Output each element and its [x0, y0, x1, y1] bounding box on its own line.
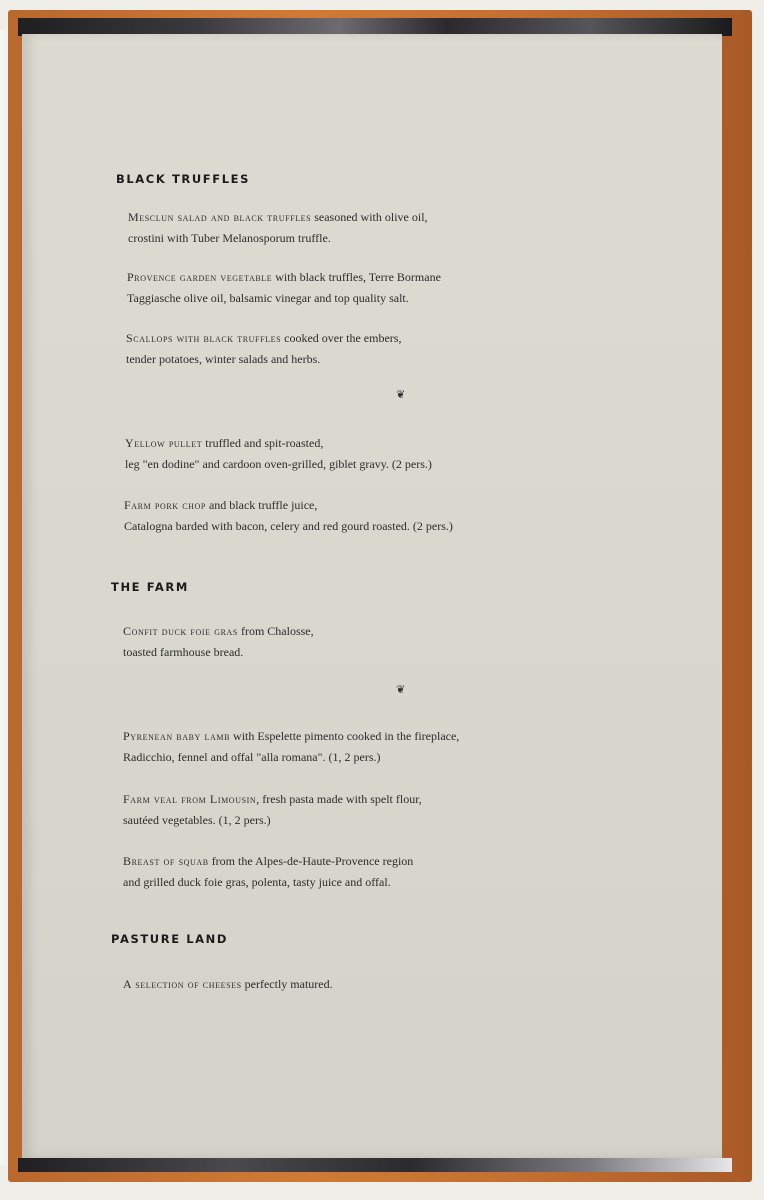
dish-desc-line1: cooked over the embers,	[281, 331, 402, 345]
dish-desc-line2: leg "en dodine" and cardoon oven-grilled, giblet gravy. (2 pers.)	[125, 457, 432, 471]
dish-desc-line1: and black truffle juice,	[205, 498, 318, 512]
dish-name: Breast of squab	[123, 854, 209, 868]
section-title-black-truffles: BLACK TRUFFLES	[116, 172, 250, 186]
dish-name: Scallops with black truffles	[126, 331, 282, 345]
menu-item-farm-pork-chop	[124, 495, 453, 537]
dish-desc-line2: Catalogna barded with bacon, celery and red gourd roasted. (2 pers.)	[124, 519, 453, 533]
bottom-photo-strip	[18, 1158, 732, 1172]
ornament-divider: ❦	[396, 684, 406, 696]
dish-desc-line2: crostini with Tuber Melanosporum truffle.	[128, 231, 331, 245]
dish-name: Yellow pullet	[125, 436, 203, 450]
dish-desc-line1: with Espelette pimento cooked in the fireplace,	[230, 729, 460, 743]
menu-item-provence-vegetable	[127, 267, 441, 309]
dish-desc-line1: perfectly matured.	[241, 977, 333, 991]
dish-name: Farm veal from Limousin	[123, 792, 257, 806]
ornament-divider: ❦	[396, 389, 406, 401]
dish-desc-line2: toasted farmhouse bread.	[123, 645, 244, 659]
dish-desc-line2: Taggiasche olive oil, balsamic vinegar and top quality salt.	[127, 291, 409, 305]
dish-name: Mesclun salad and black truffles	[128, 210, 312, 224]
section-title-pasture-land: PASTURE LAND	[111, 932, 229, 946]
menu-item-mesclun-salad	[128, 207, 428, 249]
dish-desc-line1: with black truffles, Terre Bormane	[272, 270, 441, 284]
dish-desc-line1: from the Alpes-de-Haute-Provence region	[208, 854, 414, 868]
menu-item-cheeses	[123, 974, 333, 995]
menu-item-yellow-pullet	[125, 433, 432, 475]
menu-item-pyrenean-lamb	[123, 726, 459, 768]
dish-name: Pyrenean baby lamb	[123, 729, 231, 743]
dish-desc-line1: , fresh pasta made with spelt flour,	[256, 792, 422, 806]
menu-item-scallops	[126, 328, 401, 370]
dish-name: Provence garden vegetable	[127, 270, 273, 284]
menu-item-confit-foie-gras	[123, 621, 314, 663]
dish-desc-line1: seasoned with olive oil,	[311, 210, 428, 224]
menu-item-breast-of-squab	[123, 851, 413, 893]
section-title-the-farm: THE FARM	[111, 580, 189, 594]
dish-name: Confit duck foie gras	[123, 624, 238, 638]
dish-desc-line2: and grilled duck foie gras, polenta, tasty juice and offal.	[123, 875, 391, 889]
menu-item-farm-veal	[123, 789, 422, 831]
dish-desc-line1: truffled and spit-roasted,	[202, 436, 324, 450]
dish-desc-line2: sautéed vegetables. (1, 2 pers.)	[123, 813, 271, 827]
dish-name: Farm pork chop	[124, 498, 206, 512]
dish-desc-line1: from Chalosse,	[237, 624, 314, 638]
dish-desc-line2: Radicchio, fennel and offal "alla romana". (1, 2 pers.)	[123, 750, 381, 764]
dish-desc-line2: tender potatoes, winter salads and herbs.	[126, 352, 321, 366]
dish-name: A selection of cheeses	[123, 977, 242, 991]
